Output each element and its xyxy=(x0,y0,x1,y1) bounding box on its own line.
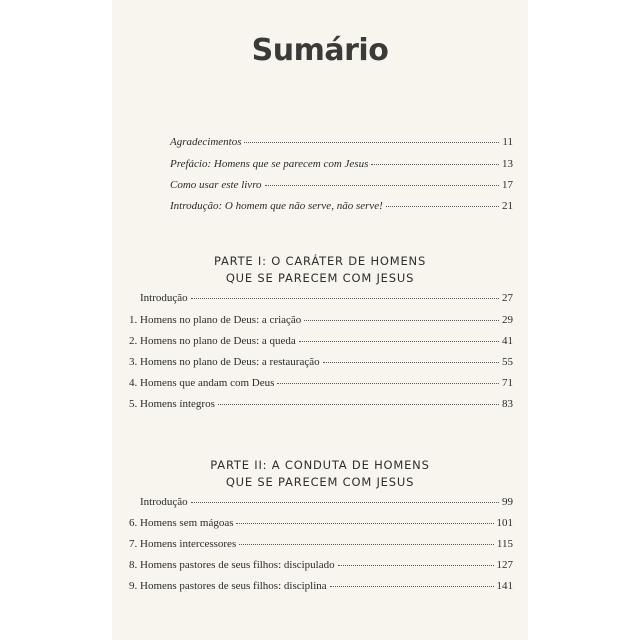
toc-entry xyxy=(170,157,513,172)
toc-entry-page: 41 xyxy=(502,335,513,347)
toc-entry xyxy=(129,355,513,370)
toc-entry-page: 55 xyxy=(502,356,513,368)
toc-entry-page: 29 xyxy=(502,314,513,326)
dot-leader xyxy=(386,205,499,207)
toc-entry xyxy=(129,537,513,552)
toc-entry-page: 17 xyxy=(502,179,513,191)
toc-entry-page: 71 xyxy=(502,377,513,389)
toc-entry-label: Agradecimentos xyxy=(170,136,242,148)
page-title: Sumário xyxy=(251,33,389,68)
dot-leader xyxy=(236,522,493,524)
toc-entry-label: 6. Homens sem mágoas xyxy=(129,517,234,529)
part-heading-line: PARTE II: A CONDUTA DE HOMENS xyxy=(210,458,430,472)
toc-entry-page: 127 xyxy=(496,559,513,571)
toc-entry xyxy=(140,495,513,510)
toc-entry-page: 27 xyxy=(502,292,513,304)
dot-leader xyxy=(191,501,499,503)
toc-entry xyxy=(129,334,513,349)
toc-entry xyxy=(129,516,513,531)
part-heading xyxy=(0,253,640,287)
dot-leader xyxy=(239,543,494,545)
toc-entry xyxy=(170,178,513,193)
part-heading xyxy=(0,457,640,491)
toc-entry-page: 83 xyxy=(502,398,513,410)
dot-leader xyxy=(244,141,499,143)
part-heading-line: PARTE I: O CARÁTER DE HOMENS xyxy=(213,254,427,268)
dot-leader xyxy=(299,340,499,342)
toc-entry-label: Prefácio: Homens que se parecem com Jesus xyxy=(170,158,369,170)
toc-entry-label: Como usar este livro xyxy=(170,179,262,191)
toc-entry-label: 7. Homens intercessores xyxy=(129,538,237,550)
toc-entry-label: Introdução: O homem que não serve, não serve! xyxy=(170,200,383,212)
toc-entry-page: 11 xyxy=(502,136,513,148)
toc-entry-label: 4. Homens que andam com Deus xyxy=(129,377,275,389)
toc-entry-label: 5. Homens íntegros xyxy=(129,398,215,410)
dot-leader xyxy=(323,361,499,363)
toc-entry xyxy=(140,291,513,306)
dot-leader xyxy=(304,319,499,321)
dot-leader xyxy=(218,403,499,405)
toc-entry-page: 21 xyxy=(502,200,513,212)
toc-entry xyxy=(170,135,513,150)
toc-entry-page: 101 xyxy=(496,517,513,529)
toc-entry-label: 9. Homens pastores de seus filhos: disciplina xyxy=(129,580,327,592)
dot-leader xyxy=(330,585,494,587)
toc-entry-label: 2. Homens no plano de Deus: a queda xyxy=(129,335,296,347)
dot-leader xyxy=(371,163,499,165)
toc-entry xyxy=(129,579,513,594)
toc-entry-label: Introdução xyxy=(140,292,188,304)
toc-entry xyxy=(129,558,513,573)
toc-entry-label: 3. Homens no plano de Deus: a restauração xyxy=(129,356,320,368)
toc-entry xyxy=(129,376,513,391)
toc-entry xyxy=(170,199,513,214)
part-heading-line: QUE SE PARECEM COM JESUS xyxy=(225,271,415,285)
toc-entry-page: 99 xyxy=(502,496,513,508)
toc-entry xyxy=(129,397,513,412)
toc-entry-label: 1. Homens no plano de Deus: a criação xyxy=(129,314,302,326)
toc-entry-page: 141 xyxy=(496,580,513,592)
toc-entry-label: Introdução xyxy=(140,496,188,508)
toc-entry-page: 13 xyxy=(502,158,513,170)
toc-entry-label: 8. Homens pastores de seus filhos: discipulado xyxy=(129,559,335,571)
dot-leader xyxy=(277,382,499,384)
toc-entry xyxy=(129,313,513,328)
part-heading-line: QUE SE PARECEM COM JESUS xyxy=(225,475,415,489)
dot-leader xyxy=(191,297,499,299)
dot-leader xyxy=(265,184,499,186)
toc-entry-page: 115 xyxy=(496,538,513,550)
dot-leader xyxy=(338,564,494,566)
